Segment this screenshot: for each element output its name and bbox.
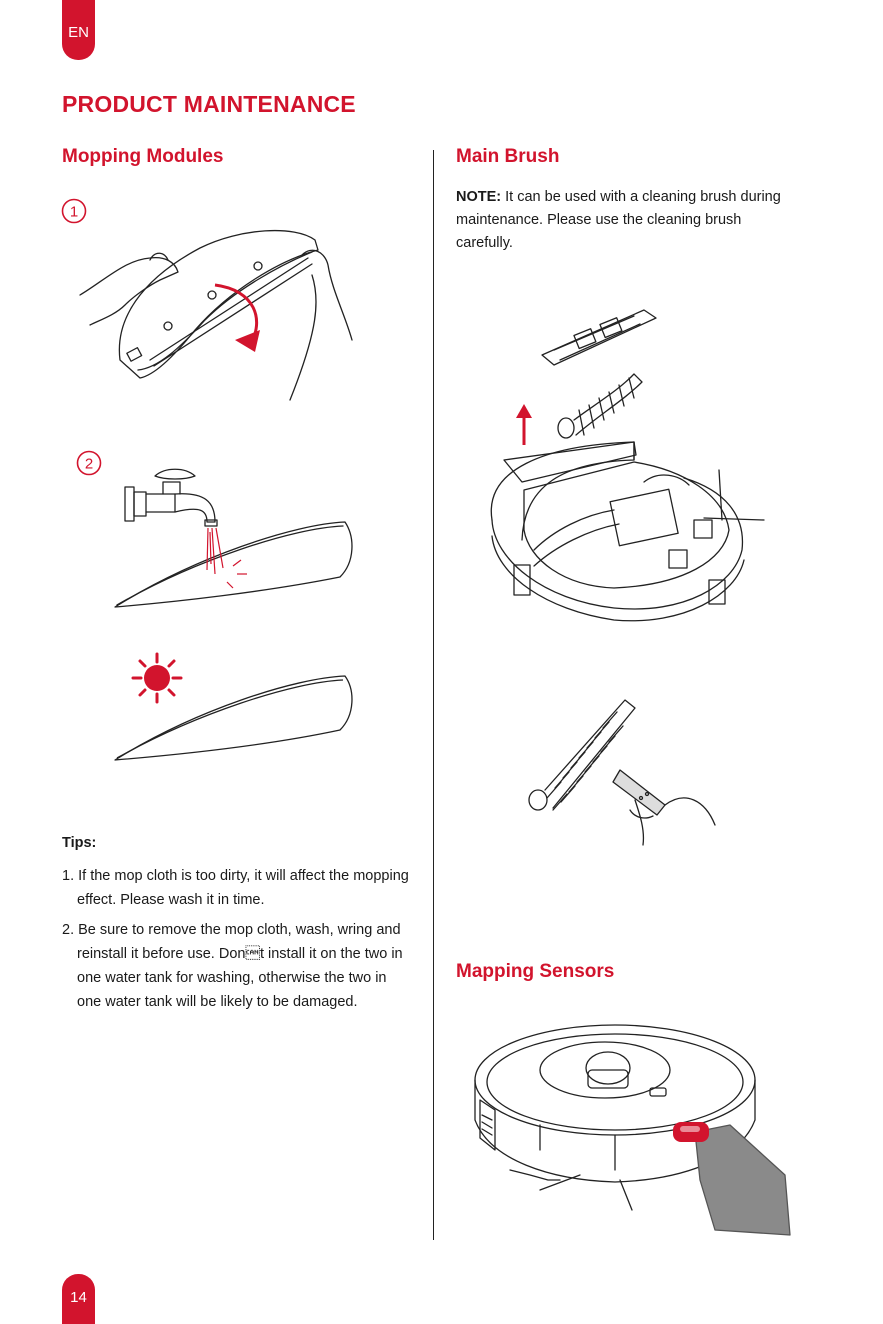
mapping-sensors-heading: Mapping Sensors [456,961,615,982]
robot-vacuum-illustration [470,1020,805,1235]
tips-list [62,864,412,1020]
mopping-modules-heading: Mopping Modules [62,146,224,167]
svg-text:2: 2 [84,455,94,473]
main-brush-note [456,186,801,255]
note-label: NOTE: [456,189,502,205]
step-2-badge [76,450,102,476]
main-brush-heading: Main Brush [456,146,560,167]
language-tab: EN [62,0,95,60]
svg-text:1: 1 [69,203,79,221]
page-number: 14 [62,1274,95,1324]
mop-removal-illustration [80,220,355,410]
column-divider [433,150,434,1240]
tip-item: 1. If the mop cloth is too dirty, it will affect the mopping effect. Please wash it in time. [62,868,409,908]
page-title: PRODUCT MAINTENANCE [62,91,356,117]
note-text: It can be used with a cleaning brush during maintenance. Please use the cleaning brush carefully. [456,189,781,251]
tips-title: Tips: [62,835,97,851]
sun-icon [115,650,360,770]
roller-brush-illustration [484,310,769,630]
cleaning-brush-illustration [525,690,725,850]
tip-item: 2. Be sure to remove the mop cloth, wash, wring and reinstall it before use. Dont install it on the two in one water tank for washing, otherwise the two in one water tank will be likely to be damaged. [62,922,403,1010]
faucet-icon [115,462,360,610]
